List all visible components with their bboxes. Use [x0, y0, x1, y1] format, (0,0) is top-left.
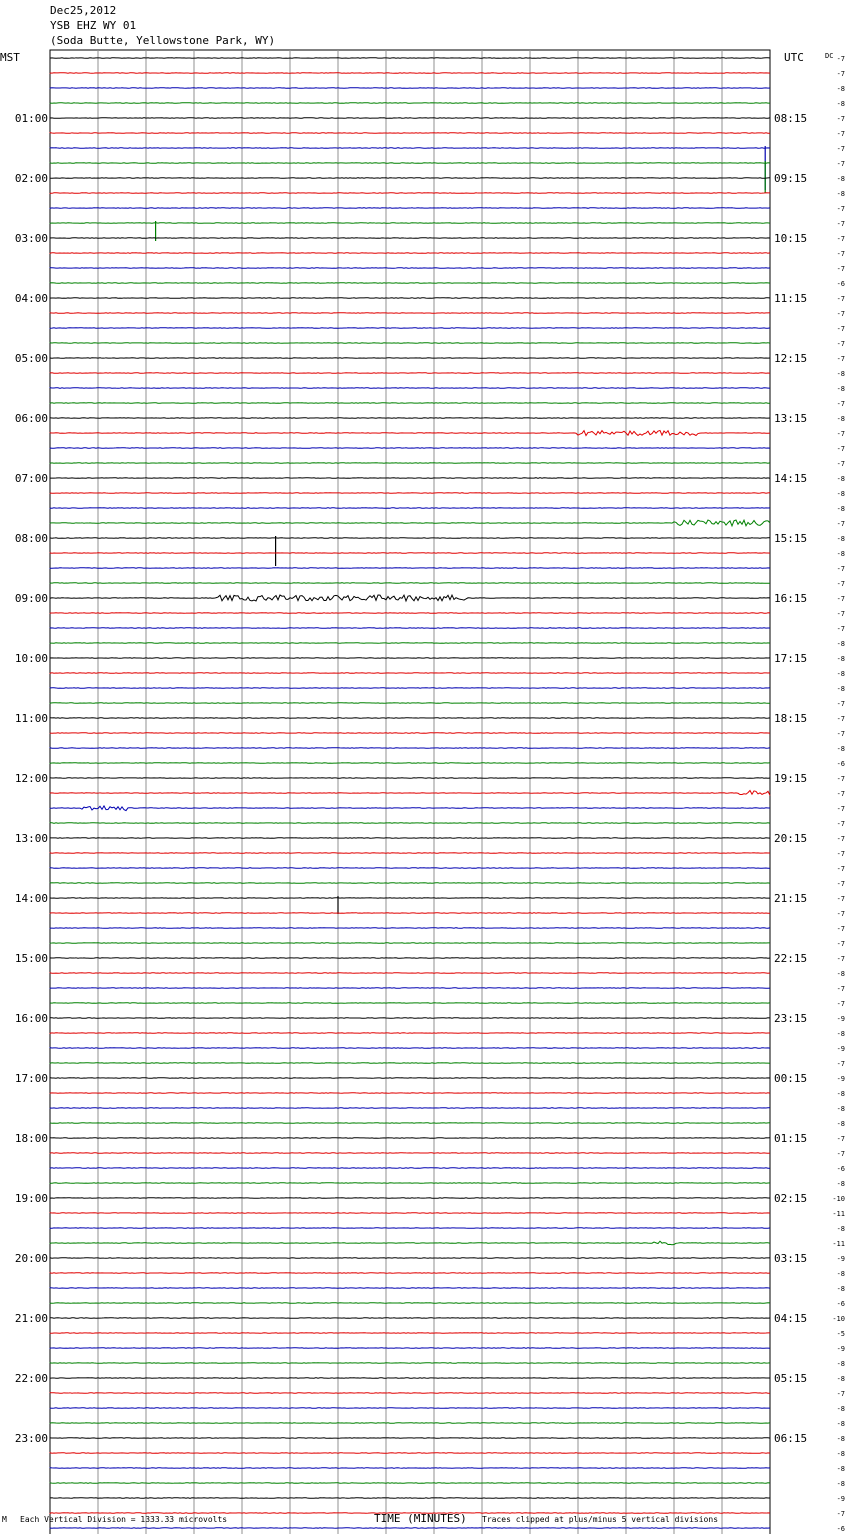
dc-offset-label: -7 — [836, 805, 845, 813]
utc-hour-label: 23:15 — [774, 1012, 808, 1025]
trace-line — [50, 1468, 770, 1469]
header-station: YSB EHZ WY 01 — [50, 19, 137, 32]
trace-line — [50, 1483, 770, 1484]
dc-offset-label: -8 — [836, 640, 845, 648]
trace-line — [50, 520, 770, 526]
dc-offset-label: -7 — [836, 205, 845, 213]
dc-offset-label: -6 — [836, 1165, 845, 1173]
dc-offset-label: -8 — [836, 1405, 845, 1413]
dc-offset-label: -7 — [836, 160, 845, 168]
utc-hour-label: 16:15 — [774, 592, 808, 605]
trace-line — [50, 238, 770, 239]
dc-offset-label: -7 — [836, 565, 845, 573]
trace-line — [50, 1168, 770, 1169]
utc-hour-label: 18:15 — [774, 712, 808, 725]
dc-offset-label: -7 — [836, 130, 845, 138]
trace-line — [50, 163, 770, 164]
trace-line — [50, 538, 770, 539]
trace-line — [50, 1498, 770, 1499]
trace-line — [50, 358, 770, 359]
dc-offset-label: -7 — [836, 355, 845, 363]
dc-offset-label: -7 — [836, 895, 845, 903]
footer-corner: M — [2, 1515, 7, 1524]
dc-offset-label: -7 — [836, 400, 845, 408]
dc-offset-label: -8 — [836, 670, 845, 678]
dc-offset-label: -6 — [836, 1525, 845, 1533]
trace-line — [50, 403, 770, 404]
dc-offset-label: -7 — [836, 460, 845, 468]
trace-line — [50, 193, 770, 194]
trace-line — [50, 1018, 770, 1019]
dc-offset-label: -8 — [836, 1120, 845, 1128]
dc-offset-label: -8 — [836, 1375, 845, 1383]
dc-offset-label: -11 — [832, 1210, 845, 1218]
dc-offset-label: -8 — [836, 1435, 845, 1443]
trace-line — [50, 613, 770, 614]
dc-offset-label: -7 — [836, 520, 845, 528]
trace-line — [50, 838, 770, 839]
dc-offset-label: -9 — [836, 1075, 845, 1083]
utc-hour-label: 21:15 — [774, 892, 808, 905]
dc-offset-label: -7 — [836, 940, 845, 948]
trace-line — [50, 958, 770, 959]
mst-hour-label: 16:00 — [14, 1012, 48, 1025]
trace-line — [50, 913, 770, 914]
trace-line — [50, 778, 770, 779]
dc-offset-label: -7 — [836, 445, 845, 453]
utc-hour-label: 06:15 — [774, 1432, 808, 1445]
trace-line — [50, 223, 770, 224]
dc-offset-label: -8 — [836, 475, 845, 483]
plot-frame — [50, 50, 770, 1534]
dc-offset-label: -7 — [836, 115, 845, 123]
dc-offset-label: -8 — [836, 1465, 845, 1473]
trace-line — [50, 853, 770, 854]
mst-hour-label: 18:00 — [14, 1132, 48, 1145]
header-location: (Soda Butte, Yellowstone Park, WY) — [50, 34, 276, 47]
trace-line — [50, 118, 770, 119]
footer-clip-note: Traces clipped at plus/minus 5 vertical divisions — [482, 1515, 719, 1524]
dc-offset-label: -7 — [836, 1150, 845, 1158]
dc-offset-label: -8 — [836, 415, 845, 423]
mst-hour-label: 09:00 — [14, 592, 48, 605]
dc-offset-label: -8 — [836, 745, 845, 753]
dc-offset-label: -7 — [836, 820, 845, 828]
trace-line — [50, 103, 770, 104]
mst-hour-label: 07:00 — [14, 472, 48, 485]
trace-line — [50, 1003, 770, 1004]
dc-offset-label: -7 — [836, 1000, 845, 1008]
dc-offset-label: -7 — [836, 955, 845, 963]
dc-offset-label: -8 — [836, 85, 845, 93]
utc-hour-label: 05:15 — [774, 1372, 808, 1385]
trace-line — [50, 508, 770, 509]
dc-offset-label: -7 — [836, 265, 845, 273]
dc-offset-label: -11 — [832, 1240, 845, 1248]
dc-offset-label: -7 — [836, 985, 845, 993]
utc-hour-label: 08:15 — [774, 112, 808, 125]
trace-line — [50, 1228, 770, 1229]
trace-line — [50, 1423, 770, 1424]
trace-line — [50, 328, 770, 329]
trace-line — [50, 988, 770, 989]
mst-hour-label: 14:00 — [14, 892, 48, 905]
trace-line — [50, 1108, 770, 1109]
mst-hour-label: 08:00 — [14, 532, 48, 545]
trace-line — [50, 868, 770, 869]
dc-offset-label: -8 — [836, 970, 845, 978]
dc-offset-label: -8 — [836, 490, 845, 498]
trace-line — [50, 643, 770, 644]
dc-offset-label: -7 — [836, 910, 845, 918]
dc-offset-label: -7 — [836, 925, 845, 933]
trace-line — [50, 1393, 770, 1394]
trace-line — [50, 1348, 770, 1349]
utc-hour-label: 00:15 — [774, 1072, 808, 1085]
dc-offset-label: -8 — [836, 1450, 845, 1458]
dc-offset-label: -8 — [836, 1105, 845, 1113]
trace-line — [50, 313, 770, 314]
trace-line — [50, 1408, 770, 1409]
trace-line — [50, 973, 770, 974]
trace-line — [50, 88, 770, 89]
dc-offset-label: -7 — [836, 1135, 845, 1143]
dc-offset-label: -7 — [836, 700, 845, 708]
utc-hour-label: 03:15 — [774, 1252, 808, 1265]
dc-offset-label: -8 — [836, 655, 845, 663]
dc-offset-label: -8 — [836, 100, 845, 108]
utc-hour-label: 02:15 — [774, 1192, 808, 1205]
mst-hour-label: 10:00 — [14, 652, 48, 665]
utc-hour-label: 19:15 — [774, 772, 808, 785]
trace-line — [50, 1438, 770, 1439]
trace-line — [50, 430, 770, 435]
utc-hour-label: 12:15 — [774, 352, 808, 365]
trace-line — [50, 1048, 770, 1049]
dc-offset-label: -9 — [836, 1495, 845, 1503]
mst-hour-label: 11:00 — [14, 712, 48, 725]
trace-line — [50, 883, 770, 884]
dc-offset-label: -6 — [836, 760, 845, 768]
trace-line — [50, 806, 770, 811]
footer-scale: Each Vertical Division = 1333.33 microvolts — [20, 1515, 228, 1524]
dc-offset-label: -8 — [836, 1030, 845, 1038]
utc-hour-label: 20:15 — [774, 832, 808, 845]
trace-line — [50, 298, 770, 299]
dc-offset-label: -8 — [836, 190, 845, 198]
mst-hour-label: 13:00 — [14, 832, 48, 845]
dc-offset-label: -10 — [832, 1195, 845, 1203]
trace-line — [50, 1078, 770, 1079]
dc-offset-label: -7 — [836, 850, 845, 858]
trace-line — [50, 73, 770, 74]
dc-offset-label: -10 — [832, 1315, 845, 1323]
dc-offset-label: -7 — [836, 715, 845, 723]
dc-offset-label: -8 — [836, 535, 845, 543]
dc-offset-label: -8 — [836, 1225, 845, 1233]
dc-offset-label: -7 — [836, 835, 845, 843]
trace-line — [50, 448, 770, 449]
dc-offset-label: -7 — [836, 340, 845, 348]
trace-line — [50, 373, 770, 374]
trace-line — [50, 283, 770, 284]
trace-line — [50, 673, 770, 674]
trace-line — [50, 463, 770, 464]
dc-offset-label: -8 — [836, 550, 845, 558]
dc-offset-label: -7 — [836, 1060, 845, 1068]
mst-hour-label: 20:00 — [14, 1252, 48, 1265]
trace-line — [50, 718, 770, 719]
dc-offset-label: -8 — [836, 1090, 845, 1098]
dc-offset-label: -8 — [836, 1285, 845, 1293]
utc-hour-label: 10:15 — [774, 232, 808, 245]
trace-line — [50, 658, 770, 659]
trace-line — [50, 748, 770, 749]
mst-hour-label: 23:00 — [14, 1432, 48, 1445]
trace-line — [50, 595, 770, 601]
mst-hour-label: 17:00 — [14, 1072, 48, 1085]
utc-hour-label: 11:15 — [774, 292, 808, 305]
utc-hour-label: 09:15 — [774, 172, 808, 185]
mst-hour-label: 06:00 — [14, 412, 48, 425]
trace-line — [50, 1123, 770, 1124]
trace-line — [50, 928, 770, 929]
utc-hour-label: 22:15 — [774, 952, 808, 965]
dc-offset-label: -8 — [836, 1420, 845, 1428]
trace-line — [50, 1258, 770, 1259]
dc-offset-label: -7 — [836, 865, 845, 873]
trace-line — [50, 178, 770, 179]
trace-line — [50, 703, 770, 704]
trace-line — [50, 1213, 770, 1214]
dc-offset-label: -8 — [836, 1180, 845, 1188]
dc-offset-label: -7 — [836, 580, 845, 588]
trace-line — [50, 418, 770, 419]
trace-line — [50, 1273, 770, 1274]
trace-line — [50, 628, 770, 629]
mst-hour-label: 19:00 — [14, 1192, 48, 1205]
utc-hour-label: 17:15 — [774, 652, 808, 665]
utc-hour-label: 13:15 — [774, 412, 808, 425]
mst-hour-label: 04:00 — [14, 292, 48, 305]
header-date: Dec25,2012 — [50, 4, 117, 17]
trace-line — [50, 1198, 770, 1199]
trace-line — [50, 388, 770, 389]
dc-offset-label: -7 — [836, 625, 845, 633]
trace-line — [50, 148, 770, 149]
trace-line — [50, 58, 770, 59]
dc-offset-label: -5 — [836, 1330, 845, 1338]
dc-label: DC — [825, 52, 834, 60]
dc-offset-label: -7 — [836, 790, 845, 798]
dc-offset-label: -9 — [836, 1255, 845, 1263]
dc-offset-label: -8 — [836, 1270, 845, 1278]
dc-offset-label: -8 — [836, 370, 845, 378]
left-timezone-label: MST — [0, 51, 20, 64]
trace-line — [50, 268, 770, 269]
trace-line — [50, 1063, 770, 1064]
dc-offset-label: -7 — [836, 220, 845, 228]
trace-line — [50, 1183, 770, 1184]
trace-line — [50, 1153, 770, 1154]
dc-offset-label: -9 — [836, 1345, 845, 1353]
dc-offset-label: -7 — [836, 235, 845, 243]
dc-offset-label: -9 — [836, 1015, 845, 1023]
mst-hour-label: 15:00 — [14, 952, 48, 965]
trace-line — [50, 1318, 770, 1319]
mst-hour-label: 01:00 — [14, 112, 48, 125]
mst-hour-label: 22:00 — [14, 1372, 48, 1385]
trace-line — [50, 133, 770, 134]
dc-offset-label: -7 — [836, 430, 845, 438]
dc-offset-label: -8 — [836, 175, 845, 183]
trace-line — [50, 823, 770, 824]
utc-hour-label: 01:15 — [774, 1132, 808, 1145]
trace-line — [50, 943, 770, 944]
trace-line — [50, 763, 770, 764]
mst-hour-label: 12:00 — [14, 772, 48, 785]
trace-line — [50, 1528, 770, 1529]
dc-offset-label: -7 — [836, 880, 845, 888]
trace-line — [50, 733, 770, 734]
dc-offset-label: -7 — [836, 70, 845, 78]
dc-offset-label: -7 — [836, 325, 845, 333]
trace-line — [50, 493, 770, 494]
trace-line — [50, 1093, 770, 1094]
dc-offset-label: -7 — [836, 1390, 845, 1398]
mst-hour-label: 05:00 — [14, 352, 48, 365]
dc-offset-label: -9 — [836, 1045, 845, 1053]
footer-xlabel: TIME (MINUTES) — [374, 1512, 467, 1525]
dc-offset-label: -7 — [836, 145, 845, 153]
dc-offset-label: -7 — [836, 610, 845, 618]
trace-line — [50, 1303, 770, 1304]
utc-hour-label: 04:15 — [774, 1312, 808, 1325]
right-timezone-label: UTC — [784, 51, 804, 64]
dc-offset-label: -7 — [836, 250, 845, 258]
dc-offset-label: -8 — [836, 1360, 845, 1368]
dc-offset-label: -6 — [836, 1300, 845, 1308]
trace-line — [50, 208, 770, 209]
utc-hour-label: 15:15 — [774, 532, 808, 545]
dc-offset-label: -7 — [836, 595, 845, 603]
dc-offset-label: -7 — [836, 55, 845, 63]
dc-offset-label: -7 — [836, 775, 845, 783]
trace-line — [50, 478, 770, 479]
dc-offset-label: -7 — [836, 295, 845, 303]
dc-offset-label: -8 — [836, 385, 845, 393]
trace-line — [50, 898, 770, 899]
dc-offset-label: -8 — [836, 1480, 845, 1488]
dc-offset-label: -7 — [836, 1510, 845, 1518]
dc-offset-label: -8 — [836, 685, 845, 693]
trace-line — [50, 1241, 770, 1245]
trace-line — [50, 1333, 770, 1334]
dc-offset-label: -7 — [836, 730, 845, 738]
trace-line — [50, 1033, 770, 1034]
mst-hour-label: 21:00 — [14, 1312, 48, 1325]
dc-offset-label: -8 — [836, 505, 845, 513]
trace-line — [50, 568, 770, 569]
trace-line — [50, 343, 770, 344]
trace-line — [50, 1138, 770, 1139]
trace-line — [50, 1288, 770, 1289]
trace-line — [50, 688, 770, 689]
trace-line — [50, 253, 770, 254]
trace-line — [50, 790, 770, 795]
trace-line — [50, 553, 770, 554]
trace-line — [50, 1363, 770, 1364]
mst-hour-label: 02:00 — [14, 172, 48, 185]
dc-offset-label: -7 — [836, 310, 845, 318]
mst-hour-label: 03:00 — [14, 232, 48, 245]
trace-line — [50, 583, 770, 584]
utc-hour-label: 14:15 — [774, 472, 808, 485]
trace-line — [50, 1453, 770, 1454]
trace-line — [50, 1378, 770, 1379]
dc-offset-label: -6 — [836, 280, 845, 288]
